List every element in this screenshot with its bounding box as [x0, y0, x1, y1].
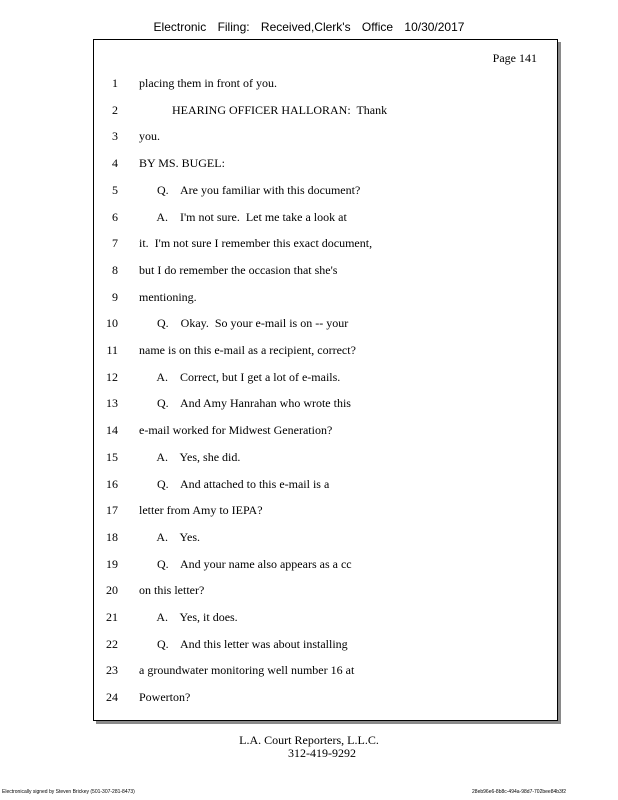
transcript-line: [94, 183, 557, 199]
line-number: 17: [106, 503, 118, 518]
signature-left: Electronically signed by Steven Brickey (501-307-281-8473): [2, 789, 135, 795]
filing-header-filing: Filing:: [217, 20, 250, 34]
line-text: A. Yes, it does.: [139, 610, 238, 624]
line-number: 5: [112, 182, 118, 197]
line-text: A. I'm not sure. Let me take a look at: [139, 209, 347, 224]
line-text: BY MS. BUGEL:: [139, 156, 225, 171]
line-number: 14: [106, 423, 118, 438]
line-text: mentioning.: [139, 289, 197, 304]
line-number: 20: [106, 583, 118, 598]
line-text: letter from Amy to IEPA?: [139, 503, 263, 518]
line-number: 10: [106, 316, 118, 331]
transcript-line: [94, 370, 557, 386]
line-number: 7: [112, 236, 118, 251]
line-text: A. Yes, she did.: [139, 449, 241, 464]
transcript-line: [94, 663, 557, 679]
line-number: 15: [106, 449, 118, 464]
line-number: 2: [112, 102, 118, 117]
filing-header-office: Office: [361, 20, 394, 34]
transcript-line: [94, 610, 557, 626]
line-number: 24: [106, 690, 118, 705]
transcript-line: [94, 530, 557, 546]
filing-header-received: Received,Clerk's: [260, 20, 351, 34]
transcript-line: [94, 343, 557, 359]
line-number: 1: [112, 76, 118, 90]
line-text: A. Yes.: [139, 529, 201, 544]
line-number: 4: [112, 156, 118, 171]
transcript-line: [94, 129, 557, 145]
transcript-line: [94, 156, 557, 172]
transcript-line: [94, 210, 557, 226]
transcript-line: [94, 583, 557, 599]
transcript-line: [94, 263, 557, 279]
footer-phone: 312-419-9292: [288, 746, 356, 760]
line-text: it. I'm not sure I remember this exact document,: [139, 236, 373, 251]
transcript-line: [94, 316, 557, 332]
transcript-page: [93, 39, 558, 721]
transcript-line: [94, 290, 557, 306]
transcript-line: [94, 503, 557, 519]
line-number: 18: [106, 529, 118, 544]
line-number: 22: [106, 636, 118, 651]
transcript-line: [94, 637, 557, 653]
line-text: Q. Are you familiar with this document?: [139, 182, 361, 197]
transcript-line: [94, 423, 557, 439]
line-text: Q. Okay. So your e-mail is on -- your: [139, 316, 349, 331]
line-text: Q. And Amy Hanrahan who wrote this: [139, 396, 351, 411]
line-text: placing them in front of you.: [139, 76, 277, 90]
line-text: on this letter?: [139, 583, 205, 598]
line-number: 12: [106, 369, 118, 384]
line-number: 9: [112, 289, 118, 304]
line-text: Powerton?: [139, 690, 191, 705]
transcript-line: [94, 690, 557, 706]
line-text: name is on this e-mail as a recipient, correct?: [139, 343, 356, 357]
signature-right: 28eb96e6-8b8c-494a-98d7-702bee84b3f2: [472, 789, 566, 795]
page-number: Page 141: [492, 51, 537, 65]
line-text: a groundwater monitoring well number 16 at: [139, 663, 355, 678]
transcript-line: [94, 477, 557, 493]
line-number: 16: [106, 476, 118, 491]
line-number: 11: [106, 343, 118, 357]
transcript-line: [94, 236, 557, 252]
line-number: 19: [106, 556, 118, 571]
transcript-line: [94, 450, 557, 466]
transcript-line: [94, 103, 557, 119]
line-text: Q. And your name also appears as a cc: [139, 556, 352, 571]
line-text: you.: [139, 129, 160, 144]
line-text: Q. And this letter was about installing: [139, 636, 348, 651]
line-number: 3: [112, 129, 118, 144]
filing-header-date: 10/30/2017: [404, 20, 465, 34]
line-number: 8: [112, 262, 118, 277]
filing-header: [0, 20, 618, 34]
line-number: 13: [106, 396, 118, 411]
transcript-line: [94, 557, 557, 573]
line-number: 23: [106, 663, 118, 678]
line-text: HEARING OFFICER HALLORAN: Thank: [139, 102, 388, 117]
line-text: but I do remember the occasion that she's: [139, 262, 338, 277]
transcript-line: [94, 76, 557, 92]
line-text: e-mail worked for Midwest Generation?: [139, 423, 333, 438]
line-text: A. Correct, but I get a lot of e-mails.: [139, 369, 341, 384]
transcript-line: [94, 396, 557, 412]
filing-header-electronic: Electronic: [153, 20, 207, 34]
line-text: Q. And attached to this e-mail is a: [139, 476, 330, 491]
line-number: 21: [106, 610, 118, 624]
footer-company: L.A. Court Reporters, L.L.C.: [239, 733, 379, 747]
line-number: 6: [112, 209, 118, 224]
